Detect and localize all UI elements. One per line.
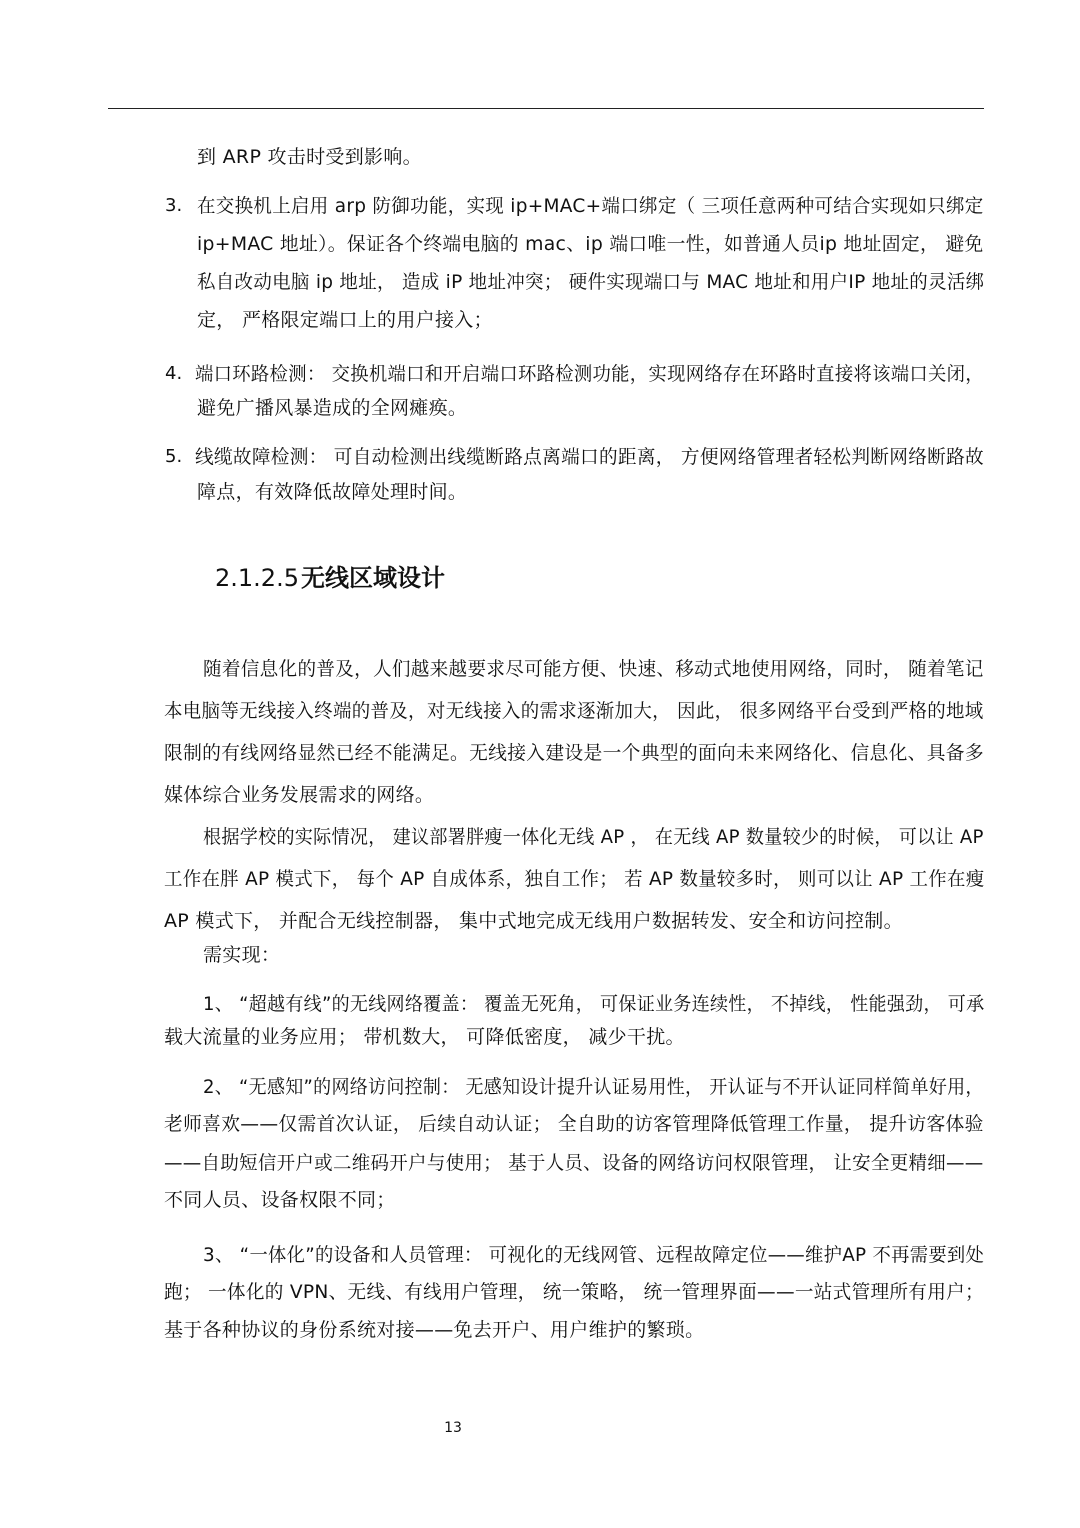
list-item-line: 避免广播风暴造成的全网瘫痪。 — [197, 397, 468, 419]
paragraph-line: 2、 “无感知”的网络访问控制： 无感知设计提升认证易用性， 开认证与不开认证同样简单好用， — [203, 1076, 984, 1098]
paragraph-line: 跑； 一体化的 VPN、无线、有线用户管理， 统一策略， 统一管理界面——一站式管理所有用户； — [164, 1281, 984, 1303]
paragraph-line: 老师喜欢——仅需首次认证， 后续自动认证； 全自助的访客管理降低管理工作量， 提升访客体验 — [164, 1113, 984, 1135]
paragraph-line: 载大流量的业务应用； 带机数大， 可降低密度， 减少干扰。 — [164, 1026, 685, 1048]
paragraph-line: 需实现： — [203, 944, 281, 966]
paragraph-line: 本电脑等无线接入终端的普及，对无线接入的需求逐渐加大， 因此， 很多网络平台受到严格的地域 — [164, 700, 984, 722]
list-item-line: 在交换机上启用 arp 防御功能，实现 ip+MAC+端口绑定（ 三项任意两种可结合实现如只绑定 — [197, 195, 984, 217]
section-number: 2.1.2.5 — [215, 564, 299, 592]
paragraph-line: 限制的有线网络显然已经不能满足。无线接入建设是一个典型的面向未来网络化、信息化、具备多 — [164, 742, 984, 764]
paragraph-line: AP 模式下， 并配合无线控制器， 集中式地完成无线用户数据转发、安全和访问控制。 — [164, 910, 903, 932]
paragraph-line: 1、 “超越有线”的无线网络覆盖： 覆盖无死角， 可保证业务连续性， 不掉线， 性能强劲， 可承 — [203, 993, 985, 1015]
paragraph-line: 基于各种协议的身份系统对接——免去开户、用户维护的繁琐。 — [164, 1319, 705, 1341]
header-rule — [108, 108, 984, 109]
section-heading — [215, 562, 445, 594]
list-item-line: 私自改动电脑 ip 地址， 造成 iP 地址冲突； 硬件实现端口与 MAC 地址和用户IP 地址的灵活绑 — [197, 271, 985, 293]
paragraph-line: 媒体综合业务发展需求的网络。 — [164, 784, 435, 806]
paragraph-line: 随着信息化的普及，人们越来越要求尽可能方便、快速、移动式地使用网络，同时， 随着笔记 — [203, 658, 984, 680]
list-item-line: 端口环路检测： 交换机端口和开启端口环路检测功能，实现网络存在环路时直接将该端口关闭， — [195, 363, 984, 385]
paragraph-line: 不同人员、设备权限不同； — [164, 1189, 396, 1211]
paragraph-line: 3、 “一体化”的设备和人员管理： 可视化的无线网管、远程故障定位——维护AP 不再需要到处 — [203, 1244, 985, 1266]
list-item-number: 5. — [165, 446, 183, 467]
section-title: 无线区域设计 — [300, 564, 445, 592]
list-item-line: 线缆故障检测： 可自动检测出线缆断路点离端口的距离， 方便网络管理者轻松判断网络断路故 — [195, 446, 984, 468]
continuation-text: 到 ARP 攻击时受到影响。 — [197, 146, 422, 168]
paragraph-line: 根据学校的实际情况， 建议部署胖瘦一体化无线 AP ， 在无线 AP 数量较少的时候， 可以让 AP — [203, 826, 984, 848]
list-item-line: 定， 严格限定端口上的用户接入； — [197, 309, 493, 331]
list-item-line: 障点，有效降低故障处理时间。 — [197, 481, 468, 503]
list-item-line: ip+MAC 地址）。保证各个终端电脑的 mac、ip 端口唯一性，如普通人员ip 地址固定， 避免 — [197, 233, 984, 255]
list-item-number: 3. — [165, 195, 183, 216]
paragraph-line: ——自助短信开户或二维码开户与使用； 基于人员、设备的网络访问权限管理， 让安全更精细—— — [164, 1152, 984, 1174]
list-item-number: 4. — [165, 363, 183, 384]
paragraph-line: 工作在胖 AP 模式下， 每个 AP 自成体系，独自工作； 若 AP 数量较多时， 则可以让 AP 工作在瘦 — [164, 868, 985, 890]
page-number: 13 — [444, 1420, 462, 1436]
